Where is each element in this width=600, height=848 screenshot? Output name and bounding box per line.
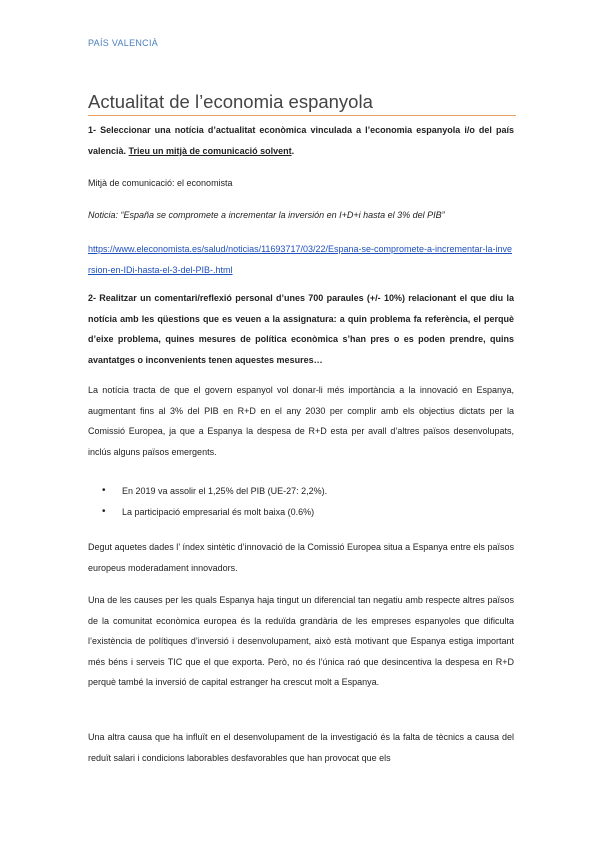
list-item: • La participació empresarial és molt baixa (0.6%) (88, 502, 514, 523)
question-2-rest: paraules (+/- (326, 293, 381, 303)
bullet-list (88, 481, 514, 522)
paragraph-2: Degut aquetes dades l’ índex sintètic d’innovació de la Comissió Europea situa a Espanya entre els països europeus moderadament innovadors. (88, 542, 514, 573)
news-headline: Noticia: “España se compromete a incrementar la inversión en I+D+i hasta el 3% del PIB” (88, 210, 445, 220)
question-1-underlined: Trieu un mitjà de comunicació solvent (128, 145, 292, 156)
question-2 (88, 288, 514, 370)
paragraph-3: Una de les causes per les quals Espanya haja tingut un diferencial tan negatiu amb respecte altres països de la comunitat econòmica europea és la reduïda grandària de les empreses espanyoles que dificulta l’existència de polítiques d’inversió i desenvolupament, això està motivant que Espanya estiga important més béns i serveis TIC que el que exporta. Però, no és l’única raó que desincentiva la despesa en R+D perquè també la inversió de capital estranger ha crescut molt a Espanya. (88, 595, 514, 687)
question-2-pct: 10% (383, 293, 402, 303)
question-2-count: 700 (308, 293, 324, 303)
question-1-end: . (291, 145, 295, 156)
question-2-end: ) relacionant el que diu la notícia amb les qüestions que es veuen a la assignatura: a quin problema fa referència, el perquè d’eixe problema, quines mesures de política econòmica s’han pres o es poden prendre, quins avantatges o inconvenients tenen aquestes mesures… (88, 293, 514, 365)
question-1 (88, 120, 514, 161)
paragraph-1: La notícia tracta de que el govern espanyol vol donar-li més importància a la innovació en Espanya, augmentant fins al 3% del PIB en R+D en el any 2030 per complir amb els objectius dictats per la Comissió Europea, ja que a Espanya la despesa de R+D esta per avall d’altres països desenvolupats, inclús alguns països emergents. (88, 385, 514, 457)
page-header: PAÍS VALENCIÀ (88, 38, 159, 48)
media-line: Mitjà de comunicació: el economista (88, 178, 233, 188)
news-url-block (88, 239, 514, 280)
question-1-text: 1- Seleccionar una notícia d’actualitat econòmica vinculada a l’economia espanyola i/o del país valencià. (88, 125, 514, 156)
news-url-link[interactable]: https://www.eleconomista.es/salud/noticias/11693717/03/22/Espana-se-compromete-a-incrementar-la-inversion-en-IDi-hasta-el-3-del-PIB-.html (88, 244, 513, 275)
paragraph-4: Una altra causa que ha influït en el desenvolupament de la investigació és la falta de tècnics a causa del reduït salari i condicions laborables desfavorables que han provocat que els (88, 732, 514, 763)
question-2-start: 2- Realitzar un comentari/reflexió personal d’unes (88, 293, 305, 303)
page-title: Actualitat de l’economia espanyola (88, 90, 516, 116)
list-item: • En 2019 va assolir el 1,25% del PIB (UE-27: 2,2%). (88, 481, 514, 502)
